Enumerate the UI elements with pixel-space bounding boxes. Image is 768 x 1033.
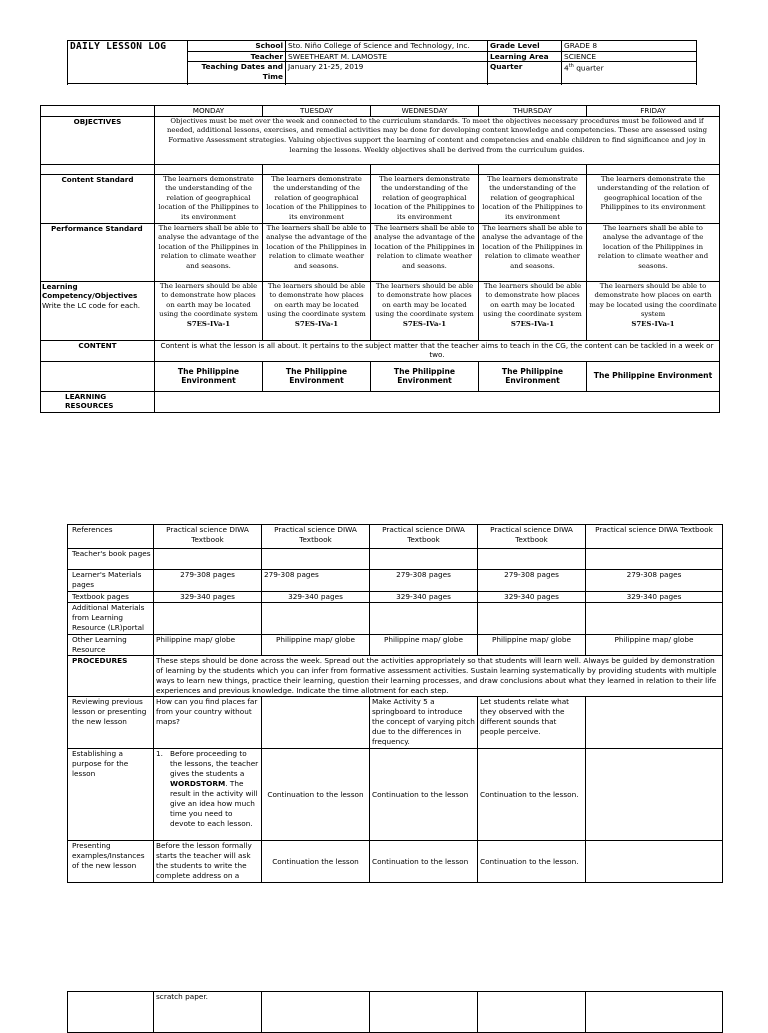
presenting-tue: Continuation the lesson [262,841,370,883]
additional-tue [262,603,370,635]
spacer-1 [155,164,263,174]
reviewing-thu: Let students relate what they observed with the different sounds that people perceive. [478,697,586,749]
corner-cell [41,106,155,117]
lc-code-tue: S7ES-IVa-1 [294,319,339,328]
competency-label-cell [41,281,155,340]
performance-standard-tue: The learners shall be able to analyse the advantage of the location of the Philippines in relation to climate weather and seasons. [263,223,371,281]
grade-value: GRADE 8 [562,41,697,52]
content-standard-thu: The learners demonstrate the understanding of the relation of geographical location of the Philippines to its environment [479,174,587,223]
teachers-guide-fri [586,549,723,570]
reviewing-fri [586,697,723,749]
competency-thu [479,281,587,340]
topic-fri: The Philippine Environment [587,361,720,391]
procedures-label: PROCEDURES [68,656,154,697]
objectives-label: OBJECTIVES [41,116,155,164]
references-mon: Practical science DIWA Textbook [154,525,262,549]
content-topic-label [41,361,155,391]
competency-sub: Write the LC code for each. [42,300,141,310]
spacer-5 [587,164,720,174]
textbook-mon: 329-340 pages [154,592,262,603]
references-wed: Practical science DIWA Textbook [370,525,478,549]
competency-text-thu: The learners should be able to demonstrate how places on earth may be located using the coordinate system [483,281,582,319]
dates-value: January 21-25, 2019 [286,62,488,84]
lc-code-fri: S7ES-IVa-1 [631,319,675,328]
competency-tue [263,281,371,340]
continued-thu [478,992,586,1033]
learners-materials-tue: 279-308 pages [262,570,370,592]
teachers-guide-wed [370,549,478,570]
references-thu: Practical science DIWA Textbook [478,525,586,549]
other-resources-mon: Philippine map/ globe [154,635,262,656]
establishing-text-c: . The result in the activity will give an idea how much time you need to devote to each lesson. [170,779,258,828]
establishing-num: 1. [156,749,163,758]
reviewing-wed: Make Activity 5 a springboard to introduce the concept of varying pitch due to the differences in frequency. [370,697,478,749]
establishing-mon [154,749,262,841]
establishing-thu: Continuation to the lesson. [478,749,586,841]
day-friday: FRIDAY [587,106,720,117]
procedures-text: These steps should be done across the week. Spread out the activities appropriately so that students will learn well. Always be guided by demonstration of learning by the students which you can infer from formative assessment activities. Sustain learning systematically by providing students with multiple ways to learn new things, practice their learning, question their learning processes, and draw conclusions about what they learned in relation to their life experiences and previous knowledge. Indicate the time allotment for each step. [154,656,723,697]
establishing-text [170,749,259,829]
day-thursday: THURSDAY [479,106,587,117]
references-label: References [68,525,154,549]
topic-mon: The Philippine Environment [155,361,263,391]
topic-thu: The Philippine Environment [479,361,587,391]
performance-standard-mon: The learners shall be able to analyse the advantage of the location of the Philippines in relation to climate weather and seasons. [155,223,263,281]
day-tuesday: TUESDAY [263,106,371,117]
content-standard-fri: The learners demonstrate the understanding of the relation of geographical location of the Philippines to its environment [587,174,720,223]
quarter-num: 4 [564,63,569,73]
spacer-2 [263,164,371,174]
learning-resources-value [155,391,720,412]
header-table [67,40,697,84]
competency-label: Learning Competency/Objectives [42,281,138,301]
references-fri: Practical science DIWA Textbook [586,525,723,549]
establishing-fri [586,749,723,841]
continued-wed [370,992,478,1033]
learners-materials-label: Learner's Materials pages [68,570,154,592]
teachers-guide-thu [478,549,586,570]
resources-table [67,524,723,883]
spacer-4 [479,164,587,174]
quarter-label: Quarter [488,62,562,84]
establishing-list-item [156,749,259,829]
objectives-table [40,105,720,413]
continued-tue [262,992,370,1033]
wordstorm-term: WORDSTORM [170,779,226,788]
presenting-thu: Continuation to the lesson. [478,841,586,883]
lc-code-wed: S7ES-IVa-1 [402,319,447,328]
continued-fri [586,992,723,1033]
textbook-fri: 329-340 pages [586,592,723,603]
textbook-label: Textbook pages [68,592,154,603]
content-label: CONTENT [41,340,155,361]
teacher-value: SWEETHEART M. LAMOSTE [286,51,488,62]
area-value: SCIENCE [562,51,697,62]
textbook-tue: 329-340 pages [262,592,370,603]
competency-mon [155,281,263,340]
presenting-mon: Before the lesson formally starts the teacher will ask the students to write the complete address on a [154,841,262,883]
reviewing-tue [262,697,370,749]
teachers-guide-label: Teacher's book pages [68,549,154,570]
learners-materials-wed: 279-308 pages [370,570,478,592]
learners-materials-mon: 279-308 pages [154,570,262,592]
other-resources-fri: Philippine map/ globe [586,635,723,656]
performance-standard-wed: The learners shall be able to analyse the advantage of the location of the Philippines in relation to climate weather and seasons. [371,223,479,281]
content-standard-mon: The learners demonstrate the understanding of the relation of geographical location of the Philippines to its environment [155,174,263,223]
competency-wed [371,281,479,340]
content-standard-label: Content Standard [41,174,155,223]
grade-label: Grade Level [488,41,562,52]
objectives-text: Objectives must be met over the week and connected to the curriculum standards. To meet the objectives necessary procedures must be followed and if needed, additional lessons, exercises, and remedial activities may be done for developing content knowledge and competencies. These are assessed using Formative Assessment strategies. Valuing objectives support the learning of content and competencies and enable children to find significance and joy in learning the lessons. Weekly objectives shall be derived from the curriculum guides. [155,116,720,164]
continued-mon: scratch paper. [154,992,262,1033]
additional-fri [586,603,723,635]
presenting-label: Presenting examples/Instances of the new lesson [68,841,154,883]
spacer-3 [371,164,479,174]
document-title: DAILY LESSON LOG [68,41,188,84]
performance-standard-fri: The learners shall be able to analyse the advantage of the location of the Philippines in relation to climate weather and seasons. [587,223,720,281]
presenting-wed: Continuation to the lesson [370,841,478,883]
competency-text-wed: The learners should be able to demonstrate how places on earth may be located using the coordinate system [375,281,474,319]
quarter-rest: quarter [573,63,604,73]
area-label: Learning Area [488,51,562,62]
textbook-thu: 329-340 pages [478,592,586,603]
continued-label [68,992,154,1033]
school-value: Sto. Niño College of Science and Technology, Inc. [286,41,488,52]
content-standard-tue: The learners demonstrate the understanding of the relation of geographical location of the Philippines to its environment [263,174,371,223]
presenting-fri [586,841,723,883]
additional-wed [370,603,478,635]
spacer-label [41,164,155,174]
other-resources-wed: Philippine map/ globe [370,635,478,656]
topic-wed: The Philippine Environment [371,361,479,391]
teacher-label: Teacher [188,51,286,62]
establishing-tue: Continuation to the lesson [262,749,370,841]
lc-code-thu: S7ES-IVa-1 [510,319,555,328]
establishing-text-a: Before proceeding to the lessons, the teacher gives the students a [170,749,259,778]
competency-text-tue: The learners should be able to demonstrate how places on earth may be located using the coordinate system [267,281,366,319]
additional-materials-label: Additional Materials from Learning Resource (LR)portal [68,603,154,635]
content-standard-wed: The learners demonstrate the understanding of the relation of geographical location of the Philippines to its environment [371,174,479,223]
day-monday: MONDAY [155,106,263,117]
teachers-guide-tue [262,549,370,570]
competency-fri [587,281,720,340]
establishing-wed: Continuation to the lesson [370,749,478,841]
school-label: School [188,41,286,52]
learning-resources-label: LEARNING RESOURCES [41,391,155,412]
learners-materials-thu: 279-308 pages [478,570,586,592]
content-text: Content is what the lesson is all about. It pertains to the subject matter that the teacher aims to teach in the CG, the content can be tackled in a week or two. [155,340,720,361]
references-tue: Practical science DIWA Textbook [262,525,370,549]
learners-materials-fri: 279-308 pages [586,570,723,592]
other-resources-thu: Philippine map/ globe [478,635,586,656]
day-wednesday: WEDNESDAY [371,106,479,117]
establishing-label: Establishing a purpose for the lesson [68,749,154,841]
performance-standard-thu: The learners shall be able to analyse the advantage of the location of the Philippines in relation to climate weather and seasons. [479,223,587,281]
additional-mon [154,603,262,635]
quarter-value [562,62,697,84]
additional-thu [478,603,586,635]
textbook-wed: 329-340 pages [370,592,478,603]
continued-table [67,991,723,1033]
reviewing-label: Reviewing previous lesson or presenting the new lesson [68,697,154,749]
dates-label: Teaching Dates and Time [188,62,286,84]
topic-tue: The Philippine Environment [263,361,371,391]
reviewing-mon: How can you find places far from your country without maps? [154,697,262,749]
teachers-guide-mon [154,549,262,570]
competency-text-fri: The learners should be able to demonstrate how places on earth may be located using the coordinate system [589,281,717,319]
other-resources-tue: Philippine map/ globe [262,635,370,656]
lc-code-mon: S7ES-IVa-1 [186,319,231,328]
quarter-sup: th [568,63,574,70]
other-resources-label: Other Learning Resource [68,635,154,656]
competency-text-mon: The learners should be able to demonstrate how places on earth may be located using the coordinate system [159,281,258,319]
performance-standard-label: Performance Standard [41,223,155,281]
